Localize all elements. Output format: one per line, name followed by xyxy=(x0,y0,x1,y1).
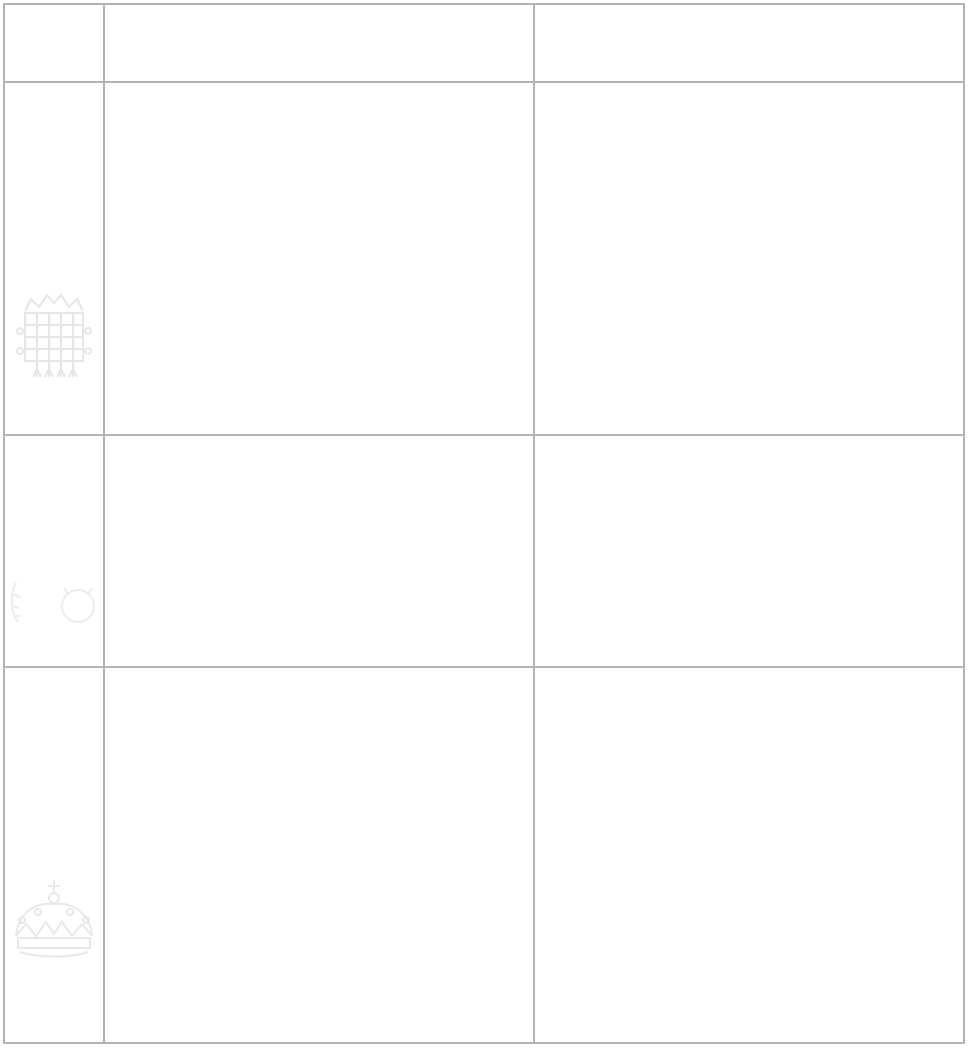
table-row xyxy=(4,435,964,667)
row-icon-cell xyxy=(4,667,104,1043)
row-cell-col-b xyxy=(534,435,964,667)
table-row xyxy=(4,667,964,1043)
crown-icon xyxy=(8,878,100,964)
row-icon-cell xyxy=(4,435,104,667)
row-cell-col-a xyxy=(104,435,534,667)
header-cell-col-b xyxy=(534,4,964,82)
portcullis-icon xyxy=(15,291,93,385)
row-cell-col-a xyxy=(104,667,534,1043)
header-icon-cell xyxy=(4,4,104,82)
header-cell-col-a xyxy=(104,4,534,82)
row-icon-cell xyxy=(4,82,104,434)
row-cell-col-a xyxy=(104,82,534,434)
wreath-emblem-icon xyxy=(6,576,102,640)
row-cell-col-b xyxy=(534,82,964,434)
table-row xyxy=(4,82,964,434)
table-header-row xyxy=(4,4,964,82)
row-cell-col-b xyxy=(534,667,964,1043)
comparison-table xyxy=(3,3,965,1044)
